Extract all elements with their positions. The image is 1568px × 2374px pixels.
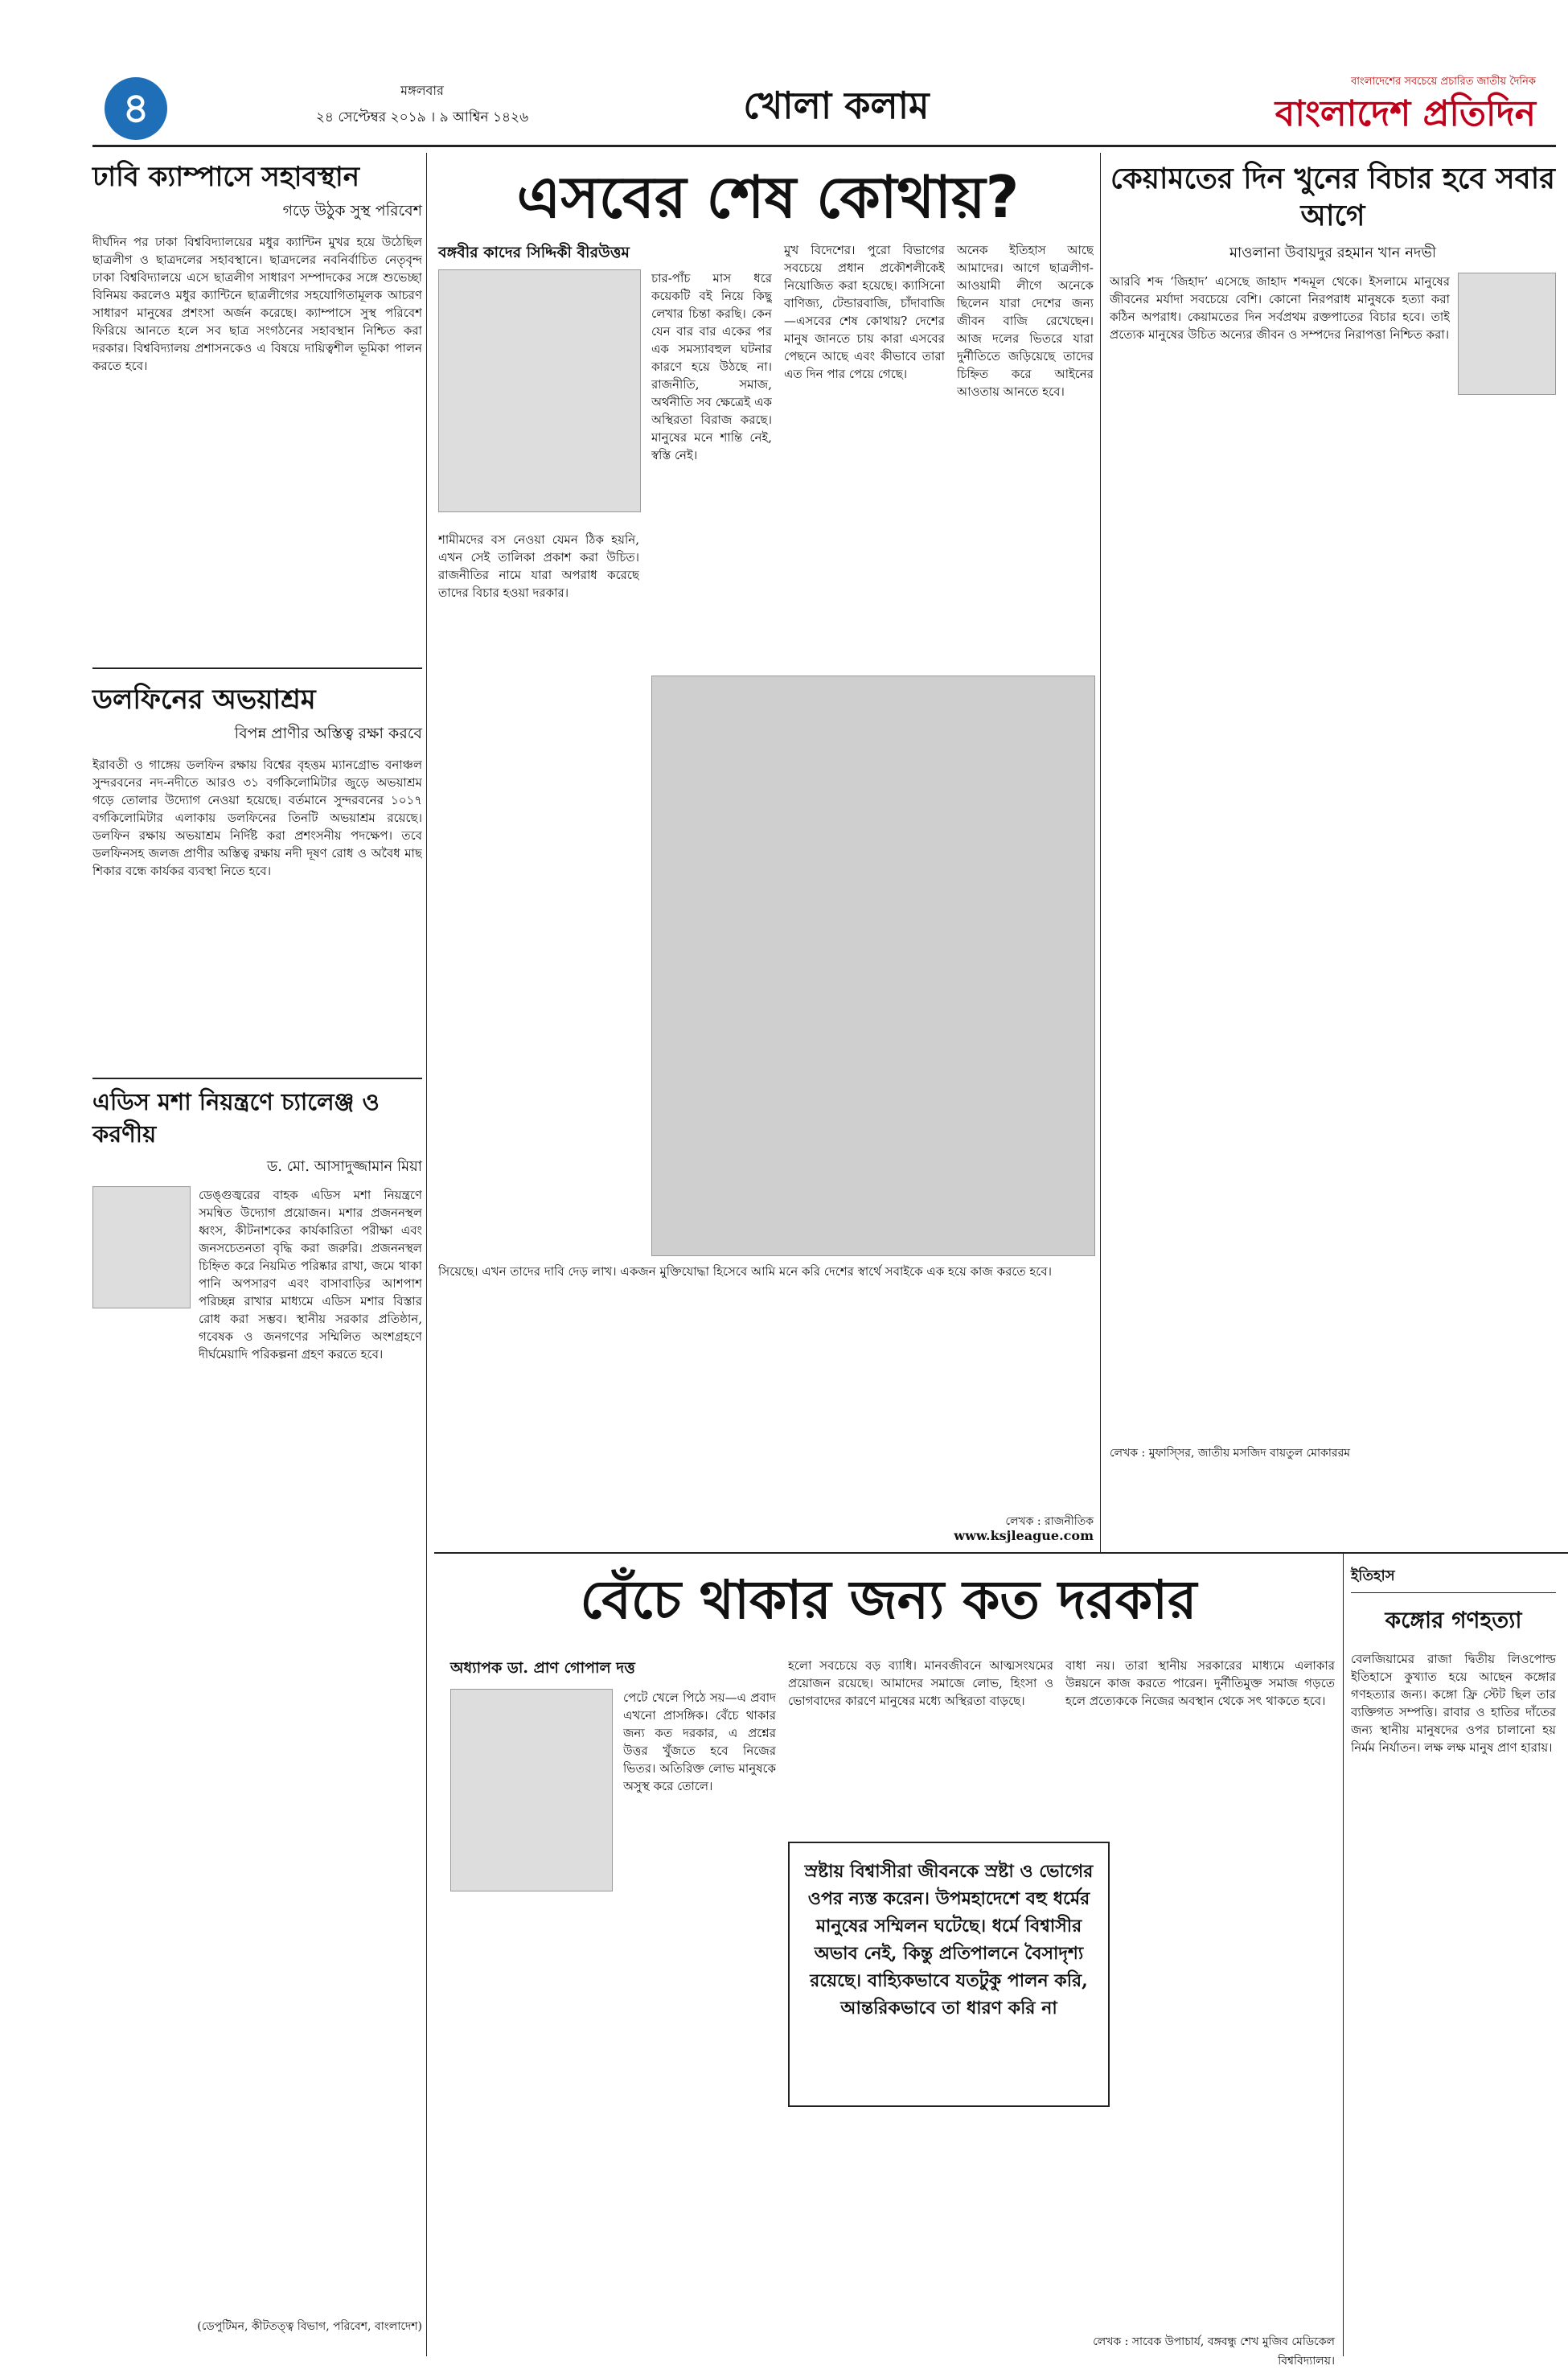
right-author-photo	[1458, 273, 1556, 395]
date-label: ২৪ সেপ্টেম্বর ২০১৯ । ৯ আশ্বিন ১৪২৬	[315, 109, 529, 125]
divider	[92, 1078, 422, 1079]
page-number: ৪	[122, 84, 150, 133]
day-label: মঙ্গলবার	[400, 83, 444, 98]
pull-quote-text: স্রষ্টায় বিশ্বাসীরা জীবনকে স্রষ্টা ও ভোগের ওপর ন্যস্ত করেন। উপমহাদেশে বহু ধর্মের মানুষের সম্মিলন ঘটেছে। ধর্মে বিশ্বাসীর অভাব নেই, কিন্তু প্রতিপালনে বৈসাদৃশ্য রয়েছে। বাহ্যিকভাবে যতটুকু পালন করি, আন্তরিকভাবে তা ধারণ করি না	[804, 1861, 1094, 2019]
lead-body-a: চার-পাঁচ মাস ধরে কয়েকটি বই নিয়ে কিছু লেখার চিন্তা করছি। কেন যেন বার বার একের পর এক সমস্যাবহুল ঘটনার কারণে হয়ে উঠছে না। রাজনীতি, সমাজ, অর্থনীতি সব ক্ষেত্রেই এক অস্থিরতা বিরাজ করছে। মানুষের মনে শান্তি নেই, স্বস্তি নেই।	[651, 271, 772, 462]
op-aedes	[92, 1086, 422, 2336]
lead-body-c: অনেক ইতিহাস আছে আমাদের। আগে ছাত্রলীগ-আওয়ামী লীগে অনেকে ছিলেন যারা দেশের জন্য জীবন বাজি রেখেছেন। আজ দলের ভিতরে যারা দুর্নীতিতে জড়িয়েছে তাদের চিহ্নিত করে আইনের আওতায় আনতে হবে।	[957, 243, 1094, 399]
op-author: ড. মো. আসাদুজ্জামান মিয়া	[267, 1158, 422, 1175]
bottom-title: বেঁচে থাকার জন্য কত দরকার	[580, 1569, 1197, 1631]
editorial-dolphin	[92, 676, 422, 1078]
op-body: ডেঙ্গুজ্বরের বাহক এডিস মশা নিয়ন্ত্রণে সমন্বিত উদ্যোগ প্রয়োজন। মশার প্রজননস্থল ধ্বংস, কীটনাশকের কার্যকারিতা পরীক্ষা এবং জনসচেতনতা বৃদ্ধি করা জরুরি। প্রজননস্থল চিহ্নিত করে নিয়মিত পরিষ্কার রাখা, জমে থাকা পানি অপসারণ এবং বাসাবাড়ির আশপাশ পরিচ্ছন্ন রাখার মাধ্যমে এডিস মশার বিস্তার রোধ করা সম্ভব। স্থানীয় সরকার প্রতিষ্ঠান, গবেষক ও জনগণের সম্মিলিত অংশগ্রহণে দীর্ঘমেয়াদি পরিকল্পনা গ্রহণ করতে হবে।	[199, 1188, 422, 1362]
op-footer: (ডেপুটিমন, কীটতত্ত্ব বিভাগ, পরিবেশ, বাংলাদেশ)	[197, 2320, 422, 2333]
history-body: বেলজিয়ামের রাজা দ্বিতীয় লিওপোল্ড ইতিহাসে কুখ্যাত হয়ে আছেন কঙ্গোর গণহত্যার জন্য। কঙ্গো ফ্রি স্টেট ছিল তার ব্যক্তিগত সম্পত্তি। রাবার ও হাতির দাঁতের জন্য স্থানীয় মানুষদের ওপর চালানো হয় নির্মম নির্যাতন। লক্ষ লক্ষ মানুষ প্রাণ হারায়।	[1351, 1652, 1556, 1755]
right-author: মাওলানা উবায়দুর রহমান খান নদভী	[1229, 244, 1437, 261]
masthead-title: বাংলাদেশ প্রতিদিন	[1275, 93, 1536, 134]
editorial-subtitle: গড়ে উঠুক সুস্থ পরিবেশ	[282, 202, 422, 220]
lead-signature: লেখক : রাজনীতিক	[1005, 1515, 1094, 1528]
divider	[92, 667, 422, 669]
history-title: কঙ্গোর গণহত্যা	[1385, 1607, 1522, 1633]
lead-title: এসবের শেষ কোথায়?	[516, 163, 1020, 231]
editorial-body: ইরাবতী ও গাঙ্গেয় ডলফিন রক্ষায় বিশ্বের বৃহত্তম ম্যানগ্রোভ বনাঞ্চল সুন্দরবনের নদ-নদীতে আরও ৩১ বর্গকিলোমিটার জুড়ে অভয়াশ্রম গড়ে তোলার উদ্যোগ নেওয়া হয়েছে। বর্তমানে সুন্দরবনের ১০১৭ বর্গকিলোমিটার এলাকায় ডলফিনের তিনটি অভয়াশ্রম রয়েছে। ডলফিন রক্ষায় অভয়াশ্রম নির্দিষ্ট করা প্রশংসনীয় পদক্ষেপ। তবে ডলফিনসহ জলজ প্রাণীর অস্তিত্ব রক্ষায় নদী দূষণ রোধ ও অবৈধ মাছ শিকার বন্ধে কার্যকর ব্যবস্থা নিতে হবে।	[92, 758, 422, 878]
lead-author-photo	[438, 269, 641, 512]
pull-quote	[788, 1842, 1110, 2107]
bottom-body-b: হলো সবচেয়ে বড় ব্যাধি। মানবজীবনে আত্মসংযমের প্রয়োজন রয়েছে। আমাদের সমাজে লোভ, হিংসা ও ভোগবাদের কারণে মানুষের মধ্যে অস্থিরতা বাড়ছে।	[788, 1658, 1053, 1708]
author-photo	[92, 1186, 191, 1308]
page-number-badge	[105, 77, 167, 140]
history-label: ইতিহাস	[1351, 1564, 1556, 1593]
lead-author: বঙ্গবীর কাদের সিদ্দিকী বীরউত্তম	[438, 244, 630, 261]
lead-body-b: মুখ বিদেশের। পুরো বিভাগের সবচেয়ে প্রধান প্রকৌশলীকেই নিয়োজিত করা হয়েছে। ক্যাসিনো বাণিজ্য, টেন্ডারবাজি, চাঁদাবাজি—এসবের শেষ কোথায়? দেশের মানুষ জানতে চায় কারা এসবের পেছনে আছে এবং কীভাবে তারা এত দিন পার পেয়ে গেছে।	[784, 243, 945, 381]
right-article	[1110, 153, 1556, 1463]
bottom-body-a: পেটে খেলে পিঠে সয়—এ প্রবাদ এখনো প্রাসঙ্গিক। বেঁচে থাকার জন্য কত দরকার, এ প্রশ্নের উত্তর খুঁজতে হবে নিজের ভিতর। অতিরিক্ত লোভ মানুষকে অসুস্থ করে তোলে।	[623, 1690, 776, 1793]
bottom-body-c: বাধা নয়। তারা স্থানীয় সরকারের মাধ্যমে এলাকার উন্নয়নে কাজ করতে পারেন। দুর্নীতিমুক্ত সমাজ গড়তে হলে প্রত্যেককে নিজের অবস্থান থেকে সৎ থাকতে হবে।	[1065, 1658, 1335, 1708]
history-box	[1351, 1564, 1556, 2310]
section-title: খোলা কলাম	[743, 84, 930, 127]
lead-website: www.ksjleague.com	[954, 1528, 1094, 1543]
masthead	[1198, 74, 1536, 138]
header-rule	[92, 145, 1556, 147]
bottom-signature: লেখক : সাবেক উপাচার্য, বঙ্গবন্ধু শেখ মুজিব মেডিকেল বিশ্ববিদ্যালয়।	[1093, 2335, 1335, 2368]
lead-illustration	[651, 676, 1095, 1256]
editorial-title: ঢাবি ক্যাম্পাসে সহাবস্থান	[92, 161, 360, 193]
masthead-tagline: বাংলাদেশের সবচেয়ে প্রচারিত জাতীয় দৈনিক	[1351, 76, 1536, 88]
bottom-author-photo	[450, 1689, 613, 1891]
column-divider	[1100, 153, 1101, 1552]
editorial-title: ডলফিনের অভয়াশ্রম	[92, 684, 316, 716]
right-title: কেয়ামতের দিন খুনের বিচার হবে সবার আগে	[1110, 162, 1555, 232]
op-title: এডিস মশা নিয়ন্ত্রণে চ্যালেঞ্জ ও করণীয়	[92, 1088, 380, 1148]
divider	[434, 1552, 1568, 1554]
right-footer: লেখক : মুফাস্সির, জাতীয় মসজিদ বায়তুল মোকাররম	[1110, 1447, 1351, 1460]
editorial-subtitle: বিপন্ন প্রাণীর অস্তিত্ব রক্ষা করবে	[234, 725, 422, 742]
lead-body-d: শামীমদের বস নেওয়া যেমন ঠিক হয়নি, এখন সেই তালিকা প্রকাশ করা উচিত। রাজনীতির নামে যারা অপরাধ করেছে তাদের বিচার হওয়া দরকার।	[438, 532, 639, 600]
column-divider	[1343, 1552, 1344, 2356]
bottom-author: অধ্যাপক ডা. প্রাণ গোপাল দত্ত	[450, 1659, 635, 1677]
date-block	[249, 80, 595, 129]
editorial-dhabi	[92, 153, 422, 692]
editorial-body: দীর্ঘদিন পর ঢাকা বিশ্ববিদ্যালয়ের মধুর ক্যান্টিন মুখর হয়ে উঠেছিল ছাত্রলীগ ও ছাত্রদলের সহাবস্থানে। ছাত্রদলের নবনির্বাচিত নেতৃবৃন্দ ঢাকা বিশ্ববিদ্যালয়ে এসে ছাত্রলীগ সাধারণ সম্পাদকের সঙ্গে শুভেচ্ছা বিনিময় করলেও মধুর ক্যান্টিনে ছাত্রলীগের সহযোগিতামূলক আচরণ সাধারণ মানুষের প্রশংসা অর্জন করেছে। ক্যাম্পাসে সুস্থ পরিবেশ ফিরিয়ে আনতে হলে সব ছাত্র সংগঠনের সহাবস্থান নিশ্চিত করা দরকার। বিশ্ববিদ্যালয় প্রশাসনকেও এ বিষয়ে দায়িত্বশীল ভূমিকা পালন করতে হবে।	[92, 235, 422, 373]
lead-body-e: সিয়েছে। এখন তাদের দাবি দেড় লাখ। একজন মুক্তিযোদ্ধা হিসেবে আমি মনে করি দেশের স্বার্থে সবাইকে এক হয়ে কাজ করতে হবে।	[438, 1264, 1053, 1279]
column-divider	[426, 153, 427, 2356]
right-body: আরবি শব্দ ‘জিহাদ’ এসেছে জাহাদ শব্দমূল থেকে। ইসলামে মানুষের জীবনের মর্যাদা সবচেয়ে বেশি। কোনো নিরপরাধ মানুষকে হত্যা করা কঠিন অপরাধ। কেয়ামতের দিন সর্বপ্রথম রক্তপাতের বিচার হবে। তাই প্রত্যেক মানুষের উচিত অন্যের জীবন ও সম্পদের নিরাপত্তা নিশ্চিত করা।	[1110, 274, 1450, 342]
